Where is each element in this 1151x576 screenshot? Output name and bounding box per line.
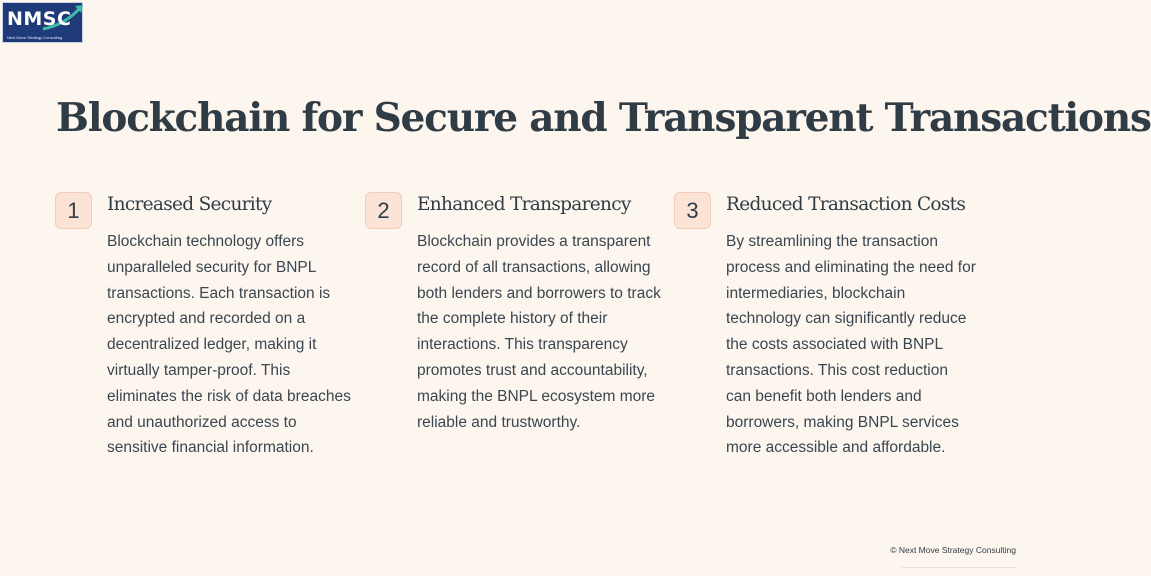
step-number-badge: 1 — [55, 192, 92, 229]
company-logo — [2, 2, 83, 43]
footer-divider — [902, 567, 1016, 568]
feature-description: Blockchain provides a transparent record of all transactions, allowing both lenders and borrowers to track the complete history of their interactions. This transparency promotes trust and accountability, making the BNPL ecosystem more reliable and trustworthy. — [417, 233, 661, 431]
slide-title: Blockchain for Secure and Transparent Transactions — [56, 95, 1151, 141]
feature-title: Increased Security — [107, 194, 272, 215]
feature-title: Reduced Transaction Costs — [726, 194, 966, 215]
logo-tagline: Next Move Strategy Consulting — [7, 35, 63, 40]
feature-description: Blockchain technology offers unparalleled security for BNPL transactions. Each transaction is encrypted and recorded on a decentralized ledger, making it virtually tamper-proof. This eliminates the risk of data breaches and unauthorized access to sensitive financial information. — [107, 233, 351, 457]
logo-text: NMSC — [7, 8, 72, 30]
feature-title: Enhanced Transparency — [417, 194, 631, 215]
step-number-badge: 3 — [674, 192, 711, 229]
footer-copyright: © Next Move Strategy Consulting — [890, 545, 1016, 555]
feature-description: By streamlining the transaction process and eliminating the need for intermediaries, blockchain technology can significantly reduce the costs associated with BNPL transactions. This cost reduction can benefit both lenders and borrowers, making BNPL services more accessible and affordable. — [726, 233, 976, 457]
step-number-badge: 2 — [365, 192, 402, 229]
